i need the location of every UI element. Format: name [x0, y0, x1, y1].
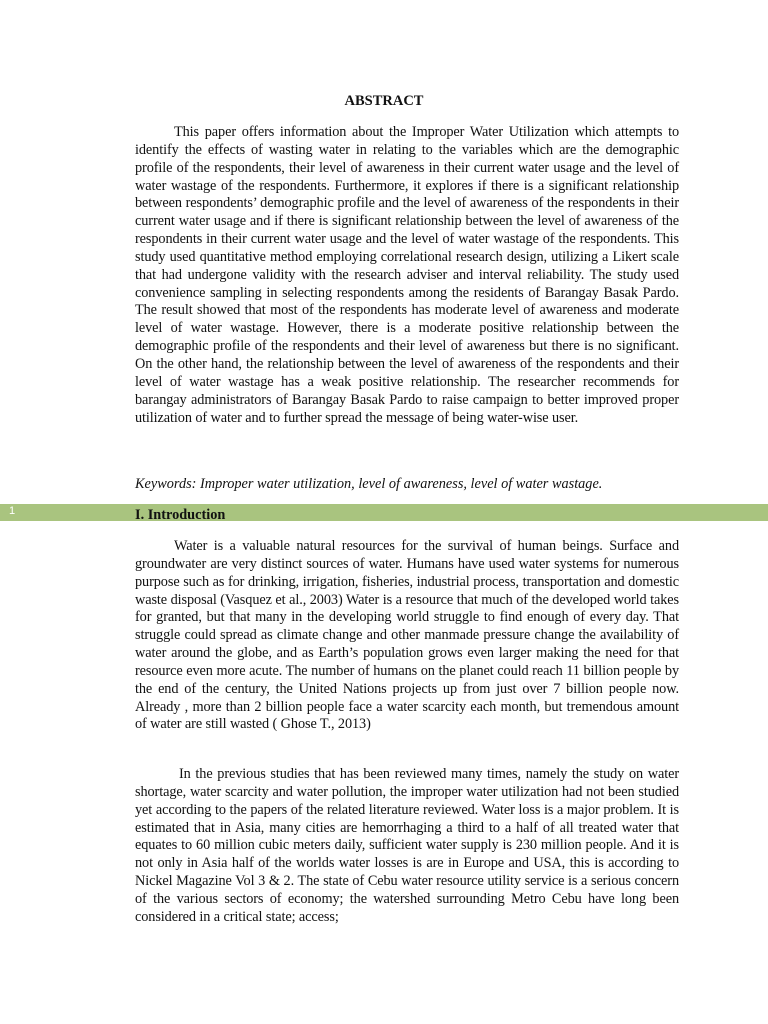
intro-paragraph-2: In the previous studies that has been reviewed many times, namely the study on water shortage, water scarcity and water pollution, the improper water utilization had not been studied yet according to the papers of the related literature reviewed. Water loss is a major problem. It is estimated that in Asia, many cities are hemorrhaging a third to a half of all treated water that equates to 60 million cubic meters daily, sufficient water supply is 230 million people. And it is not only in Asia half of the worlds water losses is are in Europe and USA, this is according to Nickel Magazine Vol 3 & 2. The state of Cebu water resource utility service is a serious concern of the various sectors of economy; the watershed surrounding Metro Cebu have long been considered in a critical state; access;	[135, 766, 679, 925]
intro-paragraph-1: Water is a valuable natural resources for the survival of human beings. Surface and groundwater are very distinct sources of water. Humans have used water systems for numerous purpose such as for drinking, irrigation, fisheries, industrial process, transportation and domestic waste disposal (Vasquez et al., 2003) Water is a resource that much of the developed world takes for granted, but that many in the developing world struggle to find enough of every day. That struggle could spread as climate change and other manmade pressure change the availability of water around the globe, and as Earth’s population grows even larger making the need for that resource even more acute. The number of humans on the planet could reach 11 billion people by the end of the century, the United Nations projects up from just over 7 billion people now. Already , more than 2 billion people face a water scarcity each month, but tremendous amount of water are still wasted ( Ghose T., 2013)	[135, 538, 679, 733]
keywords-line: Keywords: Improper water utilization, level of awareness, level of water wastage.	[135, 476, 603, 492]
section-heading: I. Introduction	[135, 507, 226, 523]
abstract-paragraph: This paper offers information about the Improper Water Utilization which attempts to identify the effects of wasting water in relating to the variables which are the demographic profile of the respondents, their level of awareness in their current water usage and the level of water wastage of the respondents. Furthermore, it explores if there is a significant relationship between respondents’ demographic profile and the level of awareness of the respondents in their current water usage and if there is significant relationship between the level of awareness of the respondents in their current water usage and the level of water wastage of the respondents. This study used quantitative method employing correlational research design, utilizing a Likert scale that had undergone validity with the research adviser and interval reliability. The study used convenience sampling in selecting respondents among the residents of Barangay Basak Pardo. The result showed that most of the respondents has moderate level of awareness and moderate level of water wastage. However, there is a moderate positive relationship between the demographic profile of the respondents and their level of awareness but there is no significant. On the other hand, the relationship between the level of awareness of the respondents and their level of water wastage has a weak positive relationship. The researcher recommends for barangay administrators of Barangay Basak Pardo to raise campaign to better improved proper utilization of water and to further spread the message of being water-wise user.	[135, 124, 679, 426]
page-number: 1	[9, 505, 16, 517]
abstract-title: ABSTRACT	[344, 93, 424, 109]
page-number-bar	[0, 504, 768, 521]
